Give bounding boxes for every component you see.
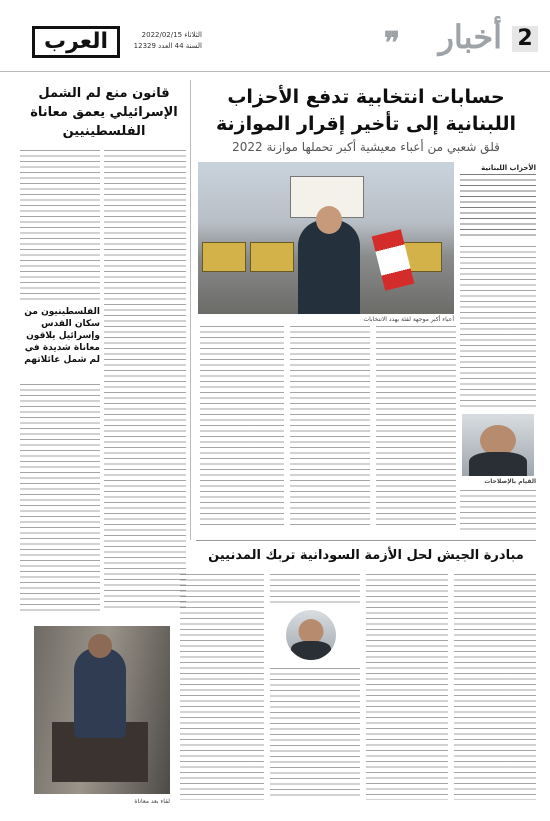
lead-headline [196, 84, 536, 138]
side-body-col2-cont [20, 384, 100, 612]
dateline-issue: السنة 44 العدد 12329 [133, 42, 202, 50]
lead-body-col4 [200, 326, 284, 526]
bottom-story-rule [196, 540, 536, 541]
bottom-body-col4 [180, 574, 264, 800]
lead-lede-text [460, 174, 536, 238]
dateline-date: الثلاثاء 2022/02/15 [141, 31, 202, 39]
lead-body-col1 [460, 246, 536, 410]
quote-mark-icon: ❞ [383, 26, 400, 61]
bottom-body-col3-top [270, 574, 360, 604]
bottom-body-col3 [270, 668, 360, 800]
side-body-col1 [104, 150, 186, 612]
sudan-official-portrait [286, 610, 336, 660]
side-pullquote: الفلسطينيون من سكان القدس وإسرائيل يلاقون معاناة شديدة في لم شمل عائلاتهم [24, 307, 100, 365]
lead-body-col1-cont [460, 490, 536, 534]
lead-subhead: قلق شعبي من أعباء معيشية أكبر تحملها موازنة 2022 [232, 140, 500, 154]
section-title: أخبار [438, 18, 502, 56]
page-number: 2 [512, 26, 538, 52]
lead-headline-line1: حسابات انتخابية تدفع الأحزاب [227, 86, 505, 108]
bottom-body-col1 [454, 574, 536, 800]
bottom-body-col2 [366, 574, 448, 800]
family-photo [34, 626, 170, 794]
newspaper-logo: العرب [32, 26, 120, 58]
lebanese-flag [372, 229, 415, 291]
protest-photo [198, 162, 454, 314]
bottom-headline: مبادرة الجيش لحل الأزمة السودانية تربك المدنيين [208, 548, 524, 563]
portrait-caption: القيام بالإصلاحات [484, 478, 536, 485]
column-divider [190, 80, 191, 540]
page-masthead [0, 0, 550, 72]
side-headline-line1: قانون منع لم الشمل [38, 86, 170, 101]
side-headline-line3: الفلسطينيين [62, 124, 146, 139]
lead-body-col3 [290, 326, 370, 526]
side-headline [20, 84, 188, 141]
side-headline-line2: الإسرائيلي يعمق معاناة [30, 105, 178, 120]
side-body-col2 [20, 150, 100, 300]
lead-lede-start: الأحزاب اللبنانية [481, 164, 536, 172]
dateline [128, 30, 202, 52]
lead-body-col2 [376, 326, 456, 526]
politician-portrait [462, 414, 534, 476]
protest-photo-caption: أعباء أكبر موجهة لفئة يهدد الانتخابات [363, 316, 454, 323]
lead-headline-line2: اللبنانية إلى تأخير إقرار الموازنة [216, 113, 516, 135]
family-photo-caption: لقاء بعد معاناة [134, 798, 170, 805]
